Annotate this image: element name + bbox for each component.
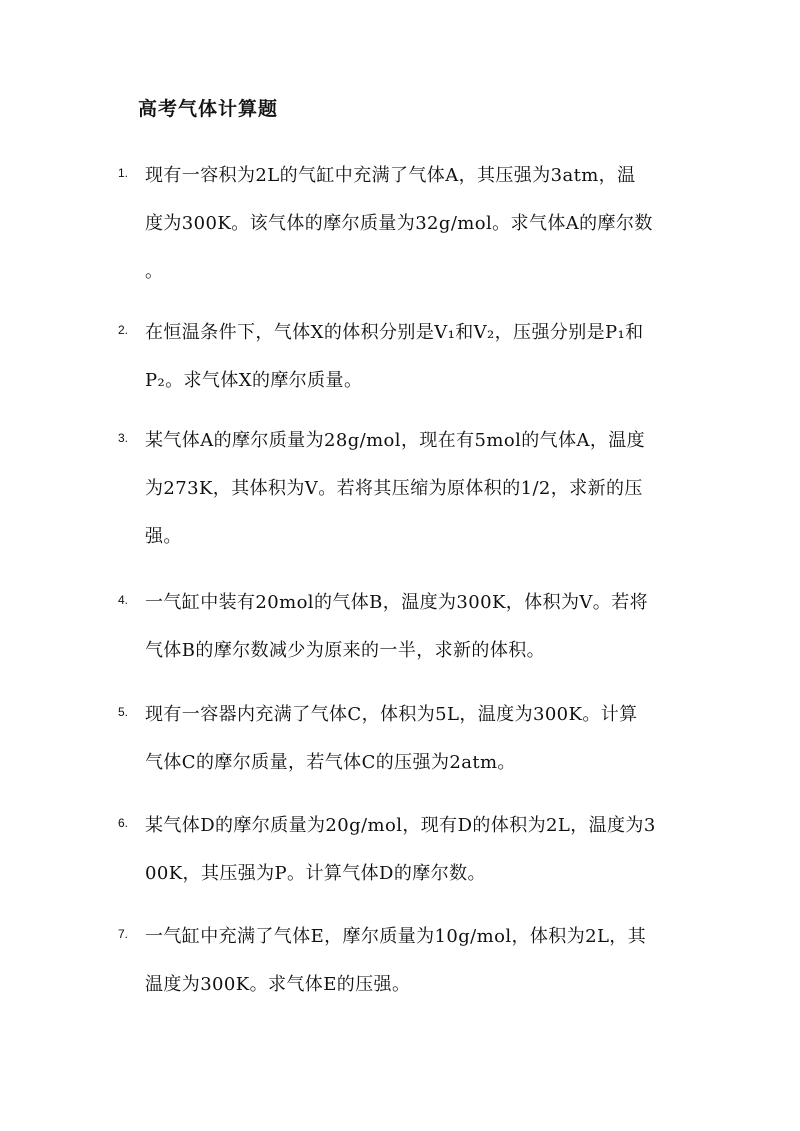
question-text (145, 423, 698, 554)
question-item (118, 158, 698, 289)
question-item (118, 423, 698, 554)
question-line: 为273K，其体积为V。若将其压缩为原体积的1/2，求新的压 (145, 478, 643, 499)
question-text (145, 697, 698, 780)
question-line: 一气缸中装有20mol的气体B，温度为300K，体积为V。若将 (145, 592, 648, 613)
page-title: 高考气体计算题 (138, 98, 279, 120)
question-text (145, 919, 698, 1002)
question-text (145, 585, 698, 668)
question-text (145, 808, 698, 891)
question-line: 现有一容器内充满了气体C，体积为5L，温度为300K。计算 (145, 704, 638, 725)
question-number: 1. (118, 166, 129, 180)
question-item (118, 808, 698, 891)
question-line: 。 (145, 261, 164, 282)
question-number: 7. (118, 927, 129, 941)
question-line: 00K，其压强为P。计算气体D的摩尔数。 (145, 863, 486, 884)
question-line: 现有一容积为2L的气缸中充满了气体A，其压强为3atm，温 (145, 165, 636, 186)
question-text (145, 158, 698, 289)
question-text (145, 315, 698, 398)
question-line: 一气缸中充满了气体E，摩尔质量为10g/mol，体积为2L，其 (145, 926, 647, 947)
question-line: 气体C的摩尔质量，若气体C的压强为2atm。 (145, 752, 516, 773)
question-line: 在恒温条件下，气体X的体积分别是V₁和V₂，压强分别是P₁和 (145, 322, 644, 343)
question-line: P₂。求气体X的摩尔质量。 (145, 370, 363, 391)
question-line: 度为300K。该气体的摩尔质量为32g/mol。求气体A的摩尔数 (145, 213, 653, 234)
question-line: 温度为300K。求气体E的压强。 (145, 974, 411, 995)
question-number: 2. (118, 323, 129, 337)
question-item (118, 315, 698, 398)
question-item (118, 585, 698, 668)
question-line: 某气体D的摩尔质量为20g/mol，现有D的体积为2L，温度为3 (145, 815, 656, 836)
question-line: 强。 (145, 526, 182, 547)
question-line: 气体B的摩尔数减少为原来的一半，求新的体积。 (145, 640, 546, 661)
question-line: 某气体A的摩尔质量为28g/mol，现在有5mol的气体A，温度 (145, 430, 646, 451)
question-number: 3. (118, 431, 129, 445)
question-item (118, 697, 698, 780)
question-item (118, 919, 698, 1002)
question-number: 5. (118, 705, 129, 719)
question-number: 4. (118, 593, 129, 607)
question-number: 6. (118, 816, 129, 830)
